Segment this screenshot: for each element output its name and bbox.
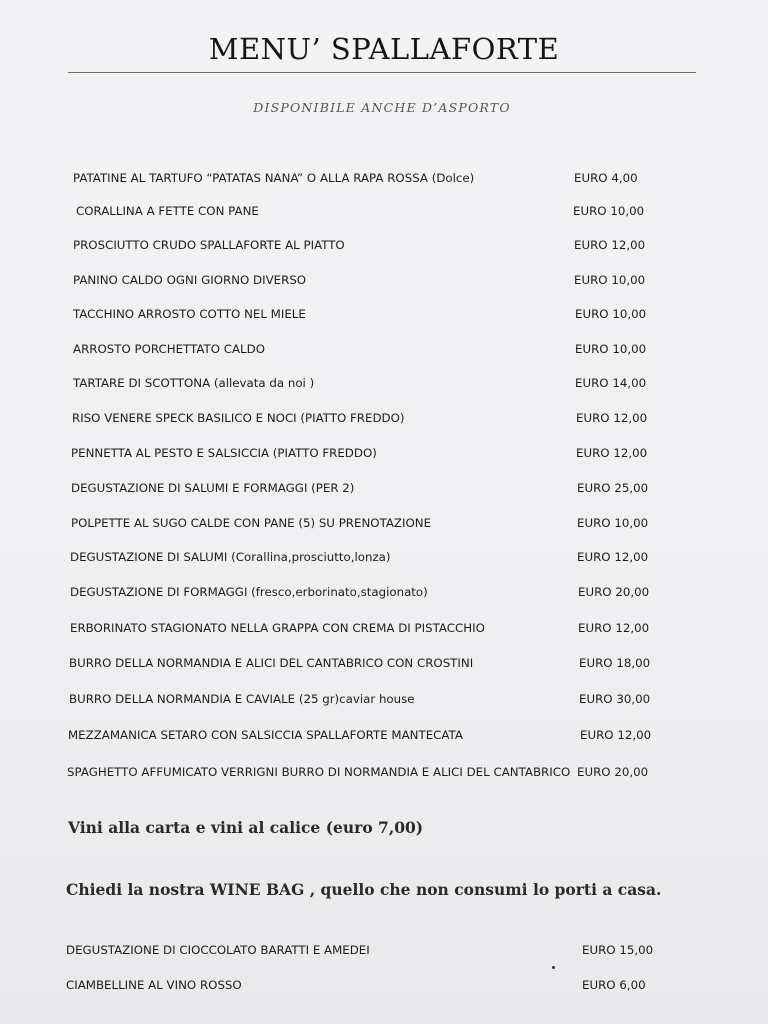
menu-item-name: CORALLINA A FETTE CON PANE (76, 204, 259, 218)
menu-item-name: SPAGHETTO AFFUMICATO VERRIGNI BURRO DI NORMANDIA E ALICI DEL CANTABRICO (67, 765, 571, 779)
menu-item-name: DEGUSTAZIONE DI SALUMI E FORMAGGI (PER 2) (71, 481, 355, 495)
menu-item-row (0, 342, 768, 362)
menu-item-row (0, 692, 768, 712)
menu-item-name: BURRO DELLA NORMANDIA E CAVIALE (25 gr)caviar house (69, 692, 415, 706)
menu-item-price: EURO 10,00 (575, 307, 647, 321)
menu-item-price: EURO 14,00 (575, 376, 647, 390)
menu-title: MENU’ SPALLAFORTE (208, 32, 560, 66)
wine-note: Vini alla carta e vini al calice (euro 7,00) (68, 818, 424, 837)
menu-item-price: EURO 30,00 (579, 692, 651, 706)
dessert-item-price: EURO 6,00 (582, 978, 646, 992)
menu-item-price: EURO 10,00 (577, 516, 649, 530)
menu-item-name: ARROSTO PORCHETTATO CALDO (73, 342, 265, 356)
menu-item-name: PATATINE AL TARTUFO “PATATAS NANA” O ALLA RAPA ROSSA (Dolce) (73, 171, 475, 185)
menu-item-row (0, 728, 768, 748)
menu-item-name: TARTARE DI SCOTTONA (allevata da noi ) (73, 376, 315, 390)
menu-item-price: EURO 12,00 (578, 621, 650, 635)
menu-item-row (0, 411, 768, 431)
takeaway-subtitle: DISPONIBILE ANCHE D’ASPORTO (253, 100, 511, 115)
menu-item-price: EURO 10,00 (574, 273, 646, 287)
menu-item-row (0, 765, 768, 785)
menu-item-price: EURO 12,00 (574, 238, 646, 252)
dessert-item-price: EURO 15,00 (582, 943, 654, 957)
menu-item-price: EURO 10,00 (575, 342, 647, 356)
menu-item-price: EURO 12,00 (580, 728, 652, 742)
menu-item-row (0, 171, 768, 191)
wine-bag-note: Chiedi la nostra WINE BAG , quello che non consumi lo porti a casa. (66, 880, 662, 899)
menu-item-name: POLPETTE AL SUGO CALDE CON PANE (5) SU PRENOTAZIONE (71, 516, 432, 530)
menu-item-price: EURO 20,00 (578, 585, 650, 599)
menu-item-price: EURO 12,00 (576, 446, 648, 460)
menu-item-name: PANINO CALDO OGNI GIORNO DIVERSO (73, 273, 307, 287)
menu-item-row (0, 307, 768, 327)
menu-item-row (0, 656, 768, 676)
menu-item-name: PROSCIUTTO CRUDO SPALLAFORTE AL PIATTO (73, 238, 345, 252)
menu-item-name: RISO VENERE SPECK BASILICO E NOCI (PIATTO FREDDO) (72, 411, 405, 425)
menu-item-price: EURO 12,00 (576, 411, 648, 425)
menu-item-row (0, 481, 768, 501)
menu-item-row (0, 204, 768, 224)
menu-item-price: EURO 20,00 (577, 765, 649, 779)
menu-item-price: EURO 4,00 (574, 171, 638, 185)
menu-item-row (0, 376, 768, 396)
menu-item-name: BURRO DELLA NORMANDIA E ALICI DEL CANTABRICO CON CROSTINI (69, 656, 474, 670)
menu-item-name: DEGUSTAZIONE DI FORMAGGI (fresco,erborinato,stagionato) (70, 585, 428, 599)
menu-item-name: MEZZAMANICA SETARO CON SALSICCIA SPALLAFORTE MANTECATA (68, 728, 463, 742)
menu-item-row (0, 516, 768, 536)
menu-item-row (0, 238, 768, 258)
menu-item-row (0, 621, 768, 641)
menu-item-price: EURO 10,00 (573, 204, 645, 218)
menu-item-price: EURO 18,00 (579, 656, 651, 670)
menu-item-price: EURO 25,00 (577, 481, 649, 495)
dessert-item-name: CIAMBELLINE AL VINO ROSSO (66, 978, 242, 992)
dessert-item-row (0, 978, 768, 998)
menu-item-row (0, 585, 768, 605)
menu-item-price: EURO 12,00 (577, 550, 649, 564)
menu-item-name: TACCHINO ARROSTO COTTO NEL MIELE (73, 307, 306, 321)
dessert-item-name: DEGUSTAZIONE DI CIOCCOLATO BARATTI E AMEDEI (66, 943, 370, 957)
menu-item-name: ERBORINATO STAGIONATO NELLA GRAPPA CON CREMA DI PISTACCHIO (70, 621, 485, 635)
menu-item-row (0, 550, 768, 570)
title-divider (68, 72, 696, 73)
menu-item-name: DEGUSTAZIONE DI SALUMI (Corallina,prosciutto,lonza) (70, 550, 391, 564)
menu-item-row (0, 446, 768, 466)
menu-item-row (0, 273, 768, 293)
dessert-item-row (0, 943, 768, 963)
ink-dot (552, 966, 555, 969)
menu-item-name: PENNETTA AL PESTO E SALSICCIA (PIATTO FREDDO) (71, 446, 377, 460)
